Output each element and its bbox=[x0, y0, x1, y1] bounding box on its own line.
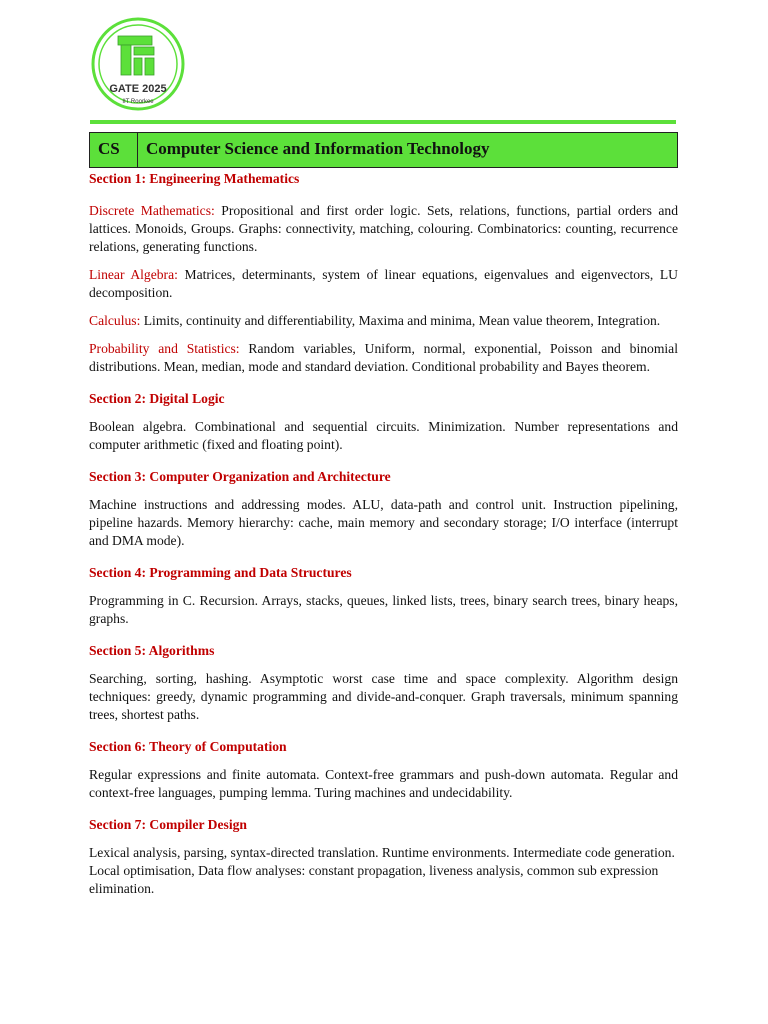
topic-label: Calculus: bbox=[89, 313, 141, 328]
header-rule bbox=[90, 120, 676, 124]
section-2-title: Section 2: Digital Logic bbox=[89, 391, 225, 406]
topic-calculus bbox=[89, 312, 678, 330]
subject-code: CS bbox=[90, 133, 138, 167]
topic-discrete-math bbox=[89, 202, 678, 256]
subject-header bbox=[89, 132, 678, 168]
topic-text: Propositional and first order logic. Sets, relations, functions, partial orders and lattices. Monoids, Groups. Graphs: connectivity, matching, colouring. Combinatorics: counting, recurrence relations, generating functions. bbox=[89, 203, 678, 254]
subject-title: Computer Science and Information Technology bbox=[146, 139, 490, 158]
syllabus-content bbox=[89, 170, 678, 898]
section-5-title: Section 5: Algorithms bbox=[89, 643, 215, 658]
topic-label: Discrete Mathematics: bbox=[89, 203, 215, 218]
section-3-text: Machine instructions and addressing modes. ALU, data‐path and control unit. Instruction pipelining, pipeline hazards. Memory hierarchy: cache, main memory and secondary storage; I/O interface (interrupt and DMA mode). bbox=[89, 497, 678, 548]
topic-text: Matrices, determinants, system of linear equations, eigenvalues and eigenvectors, LU decomposition. bbox=[89, 267, 678, 300]
section-3-title: Section 3: Computer Organization and Architecture bbox=[89, 469, 391, 484]
topic-linear-algebra bbox=[89, 266, 678, 302]
topic-label: Probability and Statistics: bbox=[89, 341, 240, 356]
topic-text: Limits, continuity and differentiability, Maxima and minima, Mean value theorem, Integration. bbox=[140, 313, 661, 328]
topic-probability bbox=[89, 340, 678, 376]
section-7-text: Lexical analysis, parsing, syntax-directed translation. Runtime environments. Intermediate code generation. Local optimisation, Data flow analyses: constant propagation, liveness analysis, common sub expression elimination. bbox=[89, 845, 675, 896]
topic-text: Random variables, Uniform, normal, exponential, Poisson and binomial distributions. Mean, median, mode and standard deviation. Conditional probability and Bayes theorem. bbox=[89, 341, 678, 374]
section-7-title: Section 7: Compiler Design bbox=[89, 817, 247, 832]
section-6-title: Section 6: Theory of Computation bbox=[89, 739, 287, 754]
section-5-text: Searching, sorting, hashing. Asymptotic worst case time and space complexity. Algorithm design techniques: greedy, dynamic programming and divide‐and‐conquer. Graph traversals, minimum spanning trees, shortest paths. bbox=[89, 671, 678, 722]
logo-subtext: IIT Roorkee bbox=[122, 99, 154, 105]
gate-2025-logo bbox=[88, 16, 188, 118]
section-4-title: Section 4: Programming and Data Structures bbox=[89, 565, 352, 580]
logo-text: GATE 2025 bbox=[109, 83, 167, 95]
topic-label: Linear Algebra: bbox=[89, 267, 178, 282]
section-1-title: Section 1: Engineering Mathematics bbox=[89, 171, 300, 186]
section-6-text: Regular expressions and finite automata. Context-free grammars and push-down automata. Regular and context-free languages, pumping lemma. Turing machines and undecidability. bbox=[89, 767, 678, 800]
section-4-text: Programming in C. Recursion. Arrays, stacks, queues, linked lists, trees, binary search trees, binary heaps, graphs. bbox=[89, 593, 678, 626]
section-2-text: Boolean algebra. Combinational and sequential circuits. Minimization. Number representations and computer arithmetic (fixed and floating point). bbox=[89, 419, 678, 452]
